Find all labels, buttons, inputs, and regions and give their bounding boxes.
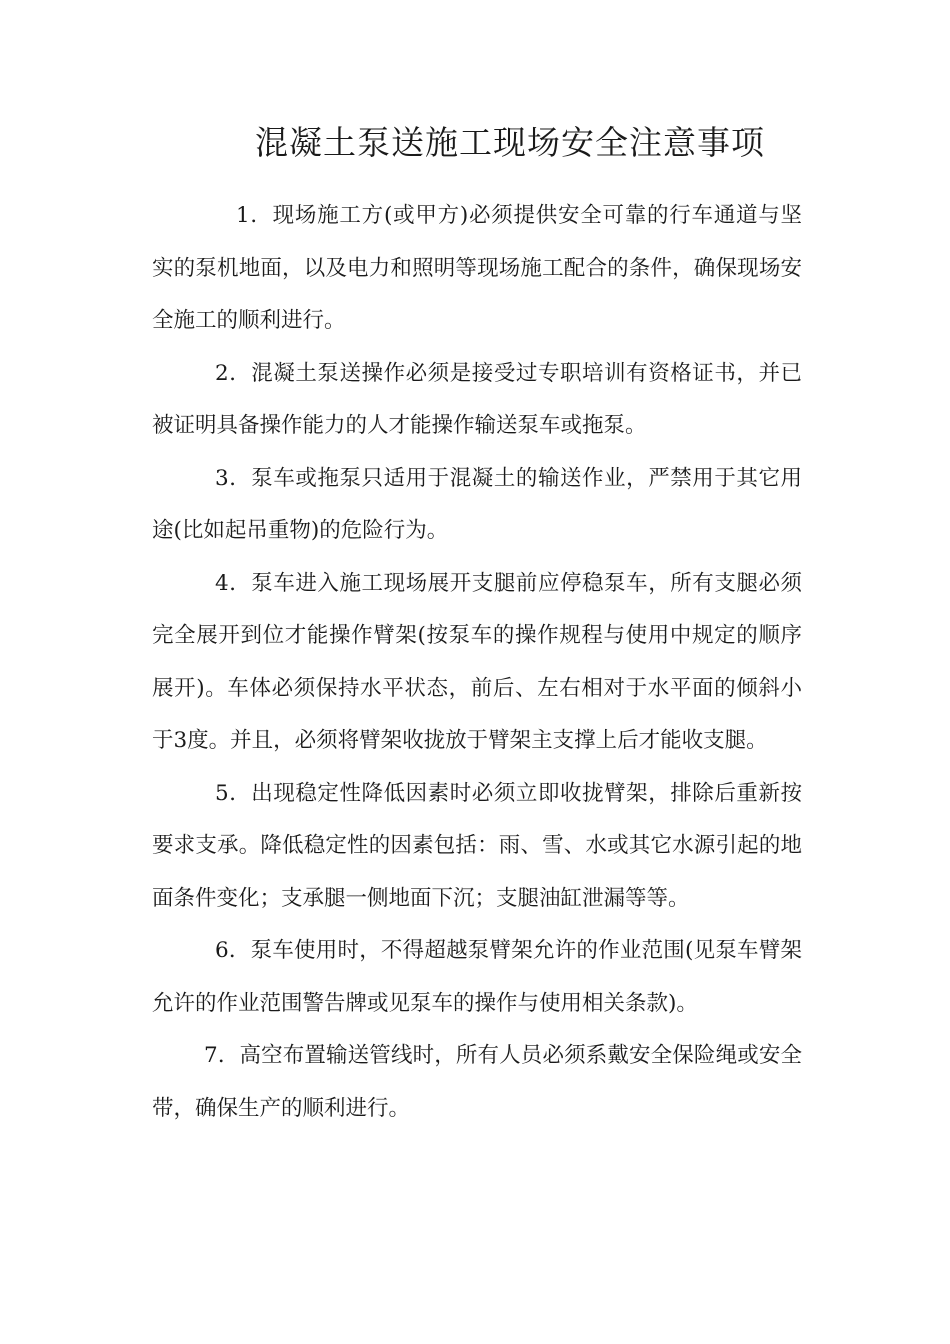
paragraph-2: 2．混凝土泵送操作必须是接受过专职培训有资格证书，并已被证明具备操作能力的人才能操作输送泵车或拖泵。 [152,360,802,438]
paragraph-3: 3．泵车或拖泵只适用于混凝土的输送作业，严禁用于其它用途(比如起吊重物)的危险行为。 [152,465,802,543]
paragraph-6: 6．泵车使用时，不得超越泵臂架允许的作业范围(见泵车臂架允许的作业范围警告牌或见泵车的操作与使用相关条款)。 [152,938,802,1016]
paragraph-1: 1．现场施工方(或甲方)必须提供安全可靠的行车通道与坚实的泵机地面，以及电力和照明等现场施工配合的条件，确保现场安全施工的顺利进行。 [152,203,802,333]
document-title: 混凝土泵送施工现场安全注意事项 [255,123,765,162]
document-body [152,190,802,1135]
paragraph-7: 7．高空布置输送管线时，所有人员必须系戴安全保险绳或安全带，确保生产的顺利进行。 [152,1043,802,1121]
paragraph-4: 4．泵车进入施工现场展开支腿前应停稳泵车，所有支腿必须完全展开到位才能操作臂架(按泵车的操作规程与使用中规定的顺序展开)。车体必须保持水平状态，前后、左右相对于水平面的倾斜小于3度。并且，必须将臂架收拢放于臂架主支撑上后才能收支腿。 [152,570,802,753]
paragraph-5: 5．出现稳定性降低因素时必须立即收拢臂架，排除后重新按要求支承。降低稳定性的因素包括：雨、雪、水或其它水源引起的地面条件变化；支承腿一侧地面下沉；支腿油缸泄漏等等。 [152,780,802,911]
